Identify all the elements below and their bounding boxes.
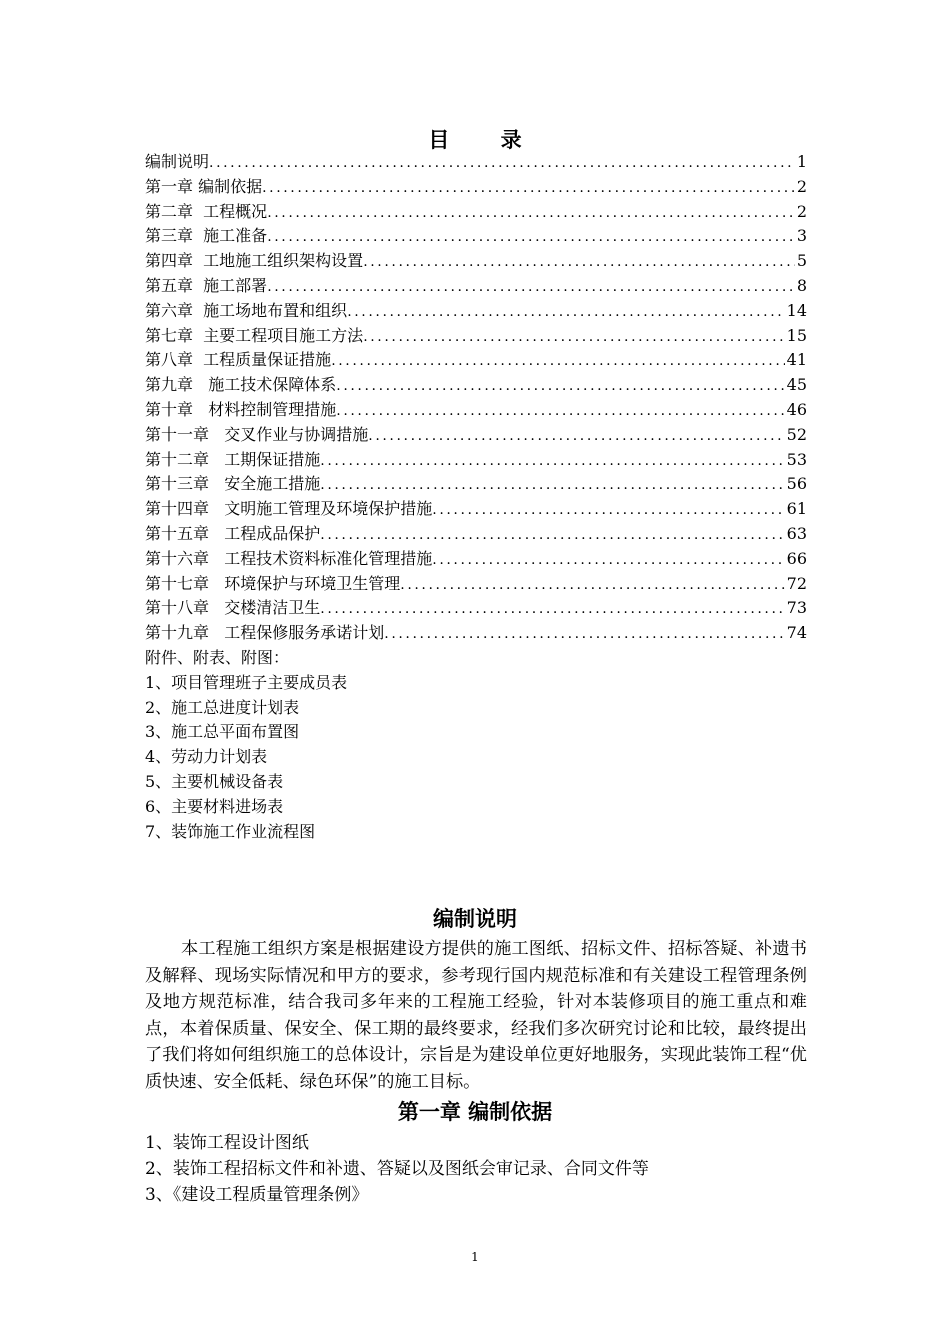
toc-leader-dots [267, 275, 795, 299]
toc-entry-label: 第二章 工程概况 [145, 201, 268, 221]
toc-leader-dots [347, 300, 784, 324]
toc-leader-dots [331, 349, 784, 373]
toc-entry-page: 1 [796, 152, 807, 171]
annex-item: 5、主要机械设备表 [145, 771, 284, 791]
toc-entry-page: 45 [786, 375, 807, 395]
toc-leader-dots [432, 498, 784, 522]
toc-entry-label: 第十八章 交楼清洁卫生 [145, 598, 321, 618]
annex-item: 7、装饰施工作业流程图 [145, 821, 316, 841]
toc-entry[interactable] [145, 398, 807, 423]
toc-leader-dots [336, 374, 784, 398]
toc-entry-page: 8 [796, 275, 807, 295]
toc-entry-page: 73 [786, 598, 807, 618]
toc-entry-page: 61 [786, 499, 807, 519]
toc-entry-label: 第三章 施工准备 [145, 226, 268, 246]
toc-entry-label: 第十七章 环境保护与环境卫生管理 [145, 573, 401, 593]
toc-entry-label: 第十六章 工程技术资料标准化管理措施 [145, 548, 433, 568]
toc-leader-dots [363, 325, 784, 349]
toc-leader-dots [400, 573, 784, 597]
toc-entry[interactable] [145, 472, 807, 497]
toc-entry-label: 第十二章 工期保证措施 [145, 449, 321, 469]
toc-leader-dots [320, 597, 784, 621]
toc-entry-label: 第七章 主要工程项目施工方法 [145, 325, 364, 345]
toc-entry-label: 第四章 工地施工组织架构设置 [145, 251, 364, 271]
annex-item: 6、主要材料进场表 [145, 796, 284, 816]
toc-entry[interactable] [145, 596, 807, 621]
toc-entry-label: 第八章 工程质量保证措施 [145, 350, 332, 370]
toc-entry-label: 第六章 施工场地布置和组织 [145, 300, 348, 320]
annex-item: 3、施工总平面布置图 [145, 722, 300, 742]
toc-entry-label: 第十五章 工程成品保护 [145, 523, 321, 543]
toc-entry[interactable] [145, 621, 807, 646]
annex-item: 4、劳动力计划表 [145, 747, 268, 767]
toc-entry-page: 52 [786, 424, 807, 444]
toc-entry-label: 第十一章 交叉作业与协调措施 [145, 424, 369, 444]
toc-entry[interactable] [145, 497, 807, 522]
toc-leader-dots [336, 399, 784, 423]
toc-entry[interactable] [145, 348, 807, 373]
toc-entry-page: 66 [786, 548, 807, 568]
annex-item: 1、项目管理班子主要成员表 [145, 672, 348, 692]
toc-leader-dots [262, 176, 795, 200]
toc-entry[interactable] [145, 200, 807, 225]
toc-leader-dots [320, 523, 784, 547]
toc-entry[interactable] [145, 274, 807, 299]
toc-entry-page: 74 [786, 623, 807, 643]
chapter1-item: 1、装饰工程设计图纸 [145, 1133, 309, 1153]
toc-entry[interactable] [145, 324, 807, 349]
toc-leader-dots [368, 424, 784, 448]
chapter1-title: 第一章 编制依据 [397, 1100, 553, 1124]
toc-entry-page: 63 [786, 523, 807, 543]
toc-entry-page: 5 [796, 251, 807, 271]
toc-entry-label: 第十章 材料控制管理措施 [145, 399, 337, 419]
preparation-paragraph: 本工程施工组织方案是根据建设方提供的施工图纸、招标文件、招标答疑、补遗书及解释、现场实际情况和甲方的要求，参考现行国内规范标准和有关建设工程管理条例及地方规范标准，结合我司多年来的工程施工经验，针对本装修项目的施工重点和难点，本着保质量、保安全、保工期的最终要求，经我们多次研究讨论和比较，最终提出了我们将如何组织施工的总体设计，宗旨是为建设单位更好地服务，实现此装饰工程“优质快速、安全低耗、绿色环保”的施工目标。 [145, 939, 807, 1092]
toc-entry-page: 41 [786, 350, 807, 370]
chapter1-item: 3、《建设工程质量管理条例》 [145, 1185, 369, 1205]
toc-entry-label: 编制说明 [145, 152, 210, 171]
toc-leader-dots [267, 225, 795, 249]
toc-entry-page: 14 [786, 300, 807, 320]
toc-entry[interactable] [145, 224, 807, 249]
toc-entry-label: 第十三章 安全施工措施 [145, 474, 321, 494]
annex-item: 2、施工总进度计划表 [145, 697, 300, 717]
toc-entry-label: 第九章 施工技术保障体系 [145, 375, 337, 395]
preparation-title: 编制说明 [433, 907, 517, 931]
toc-entry-page: 15 [786, 325, 807, 345]
toc-entry[interactable] [145, 150, 807, 175]
toc-entry-page: 72 [786, 573, 807, 593]
toc-leader-dots [320, 449, 784, 473]
toc-entry-page: 2 [796, 176, 807, 196]
toc-entry-label: 第十四章 文明施工管理及环境保护措施 [145, 499, 433, 519]
toc-entry-label: 第五章 施工部署 [145, 275, 268, 295]
page-number: 1 [471, 1250, 479, 1264]
chapter1-list [145, 1130, 807, 1208]
toc-entry[interactable] [145, 175, 807, 200]
chapter1-item: 2、装饰工程招标文件和补遗、答疑以及图纸会审记录、合同文件等 [145, 1159, 649, 1179]
toc-leader-dots [320, 473, 784, 497]
toc-entry[interactable] [145, 572, 807, 597]
toc-entry[interactable] [145, 547, 807, 572]
toc-entry-label: 第一章 编制依据 [145, 176, 263, 196]
toc-entry-page: 46 [786, 399, 807, 419]
toc-entry-page: 3 [796, 226, 807, 246]
toc-entry[interactable] [145, 249, 807, 274]
toc-leader-dots [384, 622, 784, 646]
toc-leader-dots [432, 548, 784, 572]
toc-entry[interactable] [145, 373, 807, 398]
toc-entry[interactable] [145, 522, 807, 547]
table-of-contents [145, 150, 807, 646]
toc-entry-page: 56 [786, 474, 807, 494]
toc-entry-page: 2 [796, 201, 807, 221]
annex-list [145, 646, 807, 844]
toc-leader-dots [209, 151, 795, 175]
toc-entry[interactable] [145, 448, 807, 473]
annex-heading: 附件、附表、附图： [145, 648, 290, 667]
toc-leader-dots [267, 201, 795, 225]
toc-leader-dots [363, 250, 795, 274]
toc-title: 目 录 [428, 127, 544, 152]
toc-entry[interactable] [145, 299, 807, 324]
toc-entry-page: 53 [786, 449, 807, 469]
toc-entry-label: 第十九章 工程保修服务承诺计划 [145, 623, 385, 643]
toc-entry[interactable] [145, 423, 807, 448]
